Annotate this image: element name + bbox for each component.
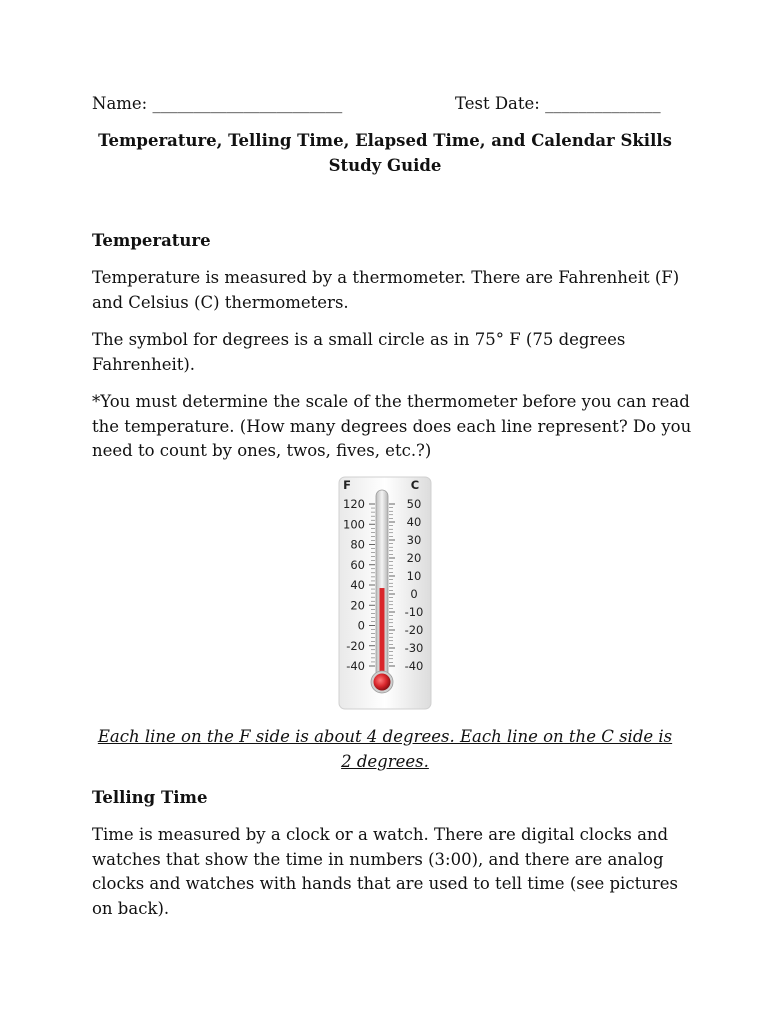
f-tick-label: 0 — [357, 618, 365, 633]
temperature-paragraph-1: Temperature is measured by a thermometer. There are Fahrenheit (F) and Celsius (C) thermometers. — [92, 268, 680, 312]
f-tick-label: 100 — [343, 517, 365, 532]
c-tick-label: -30 — [404, 641, 424, 655]
c-tick-label: 50 — [406, 497, 422, 511]
f-tick-label: 60 — [350, 557, 365, 572]
test-date-field-label: Test Date: ______________ — [455, 94, 661, 113]
f-tick-label: 20 — [350, 598, 365, 613]
c-tick-label: -20 — [404, 623, 424, 637]
section-heading-telling-time: Telling Time — [92, 788, 208, 807]
f-tick-label: -20 — [346, 638, 365, 653]
telling-time-paragraph-1: Time is measured by a clock or a watch. There are digital clocks and watches that show the time in numbers (3:00), and there are analog clocks and watches with hands that are used to tell time (see pictures on back). — [92, 825, 678, 918]
thermometer-mercury — [380, 588, 385, 676]
name-field-label: Name: _______________________ — [92, 94, 343, 113]
page-subtitle: Study Guide — [328, 156, 442, 175]
f-tick-label: 40 — [350, 578, 365, 592]
temperature-paragraph-2: The symbol for degrees is a small circle as in 75° F (75 degrees Fahrenheit). — [92, 330, 626, 374]
thermometer-svg — [338, 476, 432, 710]
page-title: Temperature, Telling Time, Elapsed Time, and Calendar Skills — [98, 131, 672, 150]
c-tick-label: 0 — [410, 587, 418, 601]
f-tick-label: -40 — [346, 659, 365, 673]
c-tick-label: 40 — [406, 515, 422, 529]
thermometer-c-header: C — [410, 478, 420, 492]
f-tick-label: 80 — [350, 537, 365, 552]
c-tick-label: 20 — [406, 551, 422, 565]
f-tick-label: 120 — [343, 497, 365, 511]
c-tick-label: -40 — [404, 659, 424, 673]
thermometer-f-header: F — [343, 478, 351, 492]
section-heading-temperature: Temperature — [92, 231, 211, 250]
c-tick-label: 10 — [406, 569, 422, 583]
c-tick-label: -10 — [404, 605, 424, 619]
thermometer-illustration — [338, 476, 432, 710]
thermometer-caption: Each line on the F side is about 4 degrees. Each line on the C side is 2 degrees. — [97, 727, 673, 771]
thermometer-bulb — [374, 674, 391, 691]
temperature-paragraph-3: *You must determine the scale of the thermometer before you can read the temperature. (How many degrees does each line represent? Do you need to count by ones, twos, fives, etc.?) — [92, 392, 692, 460]
c-tick-label: 30 — [406, 533, 422, 547]
